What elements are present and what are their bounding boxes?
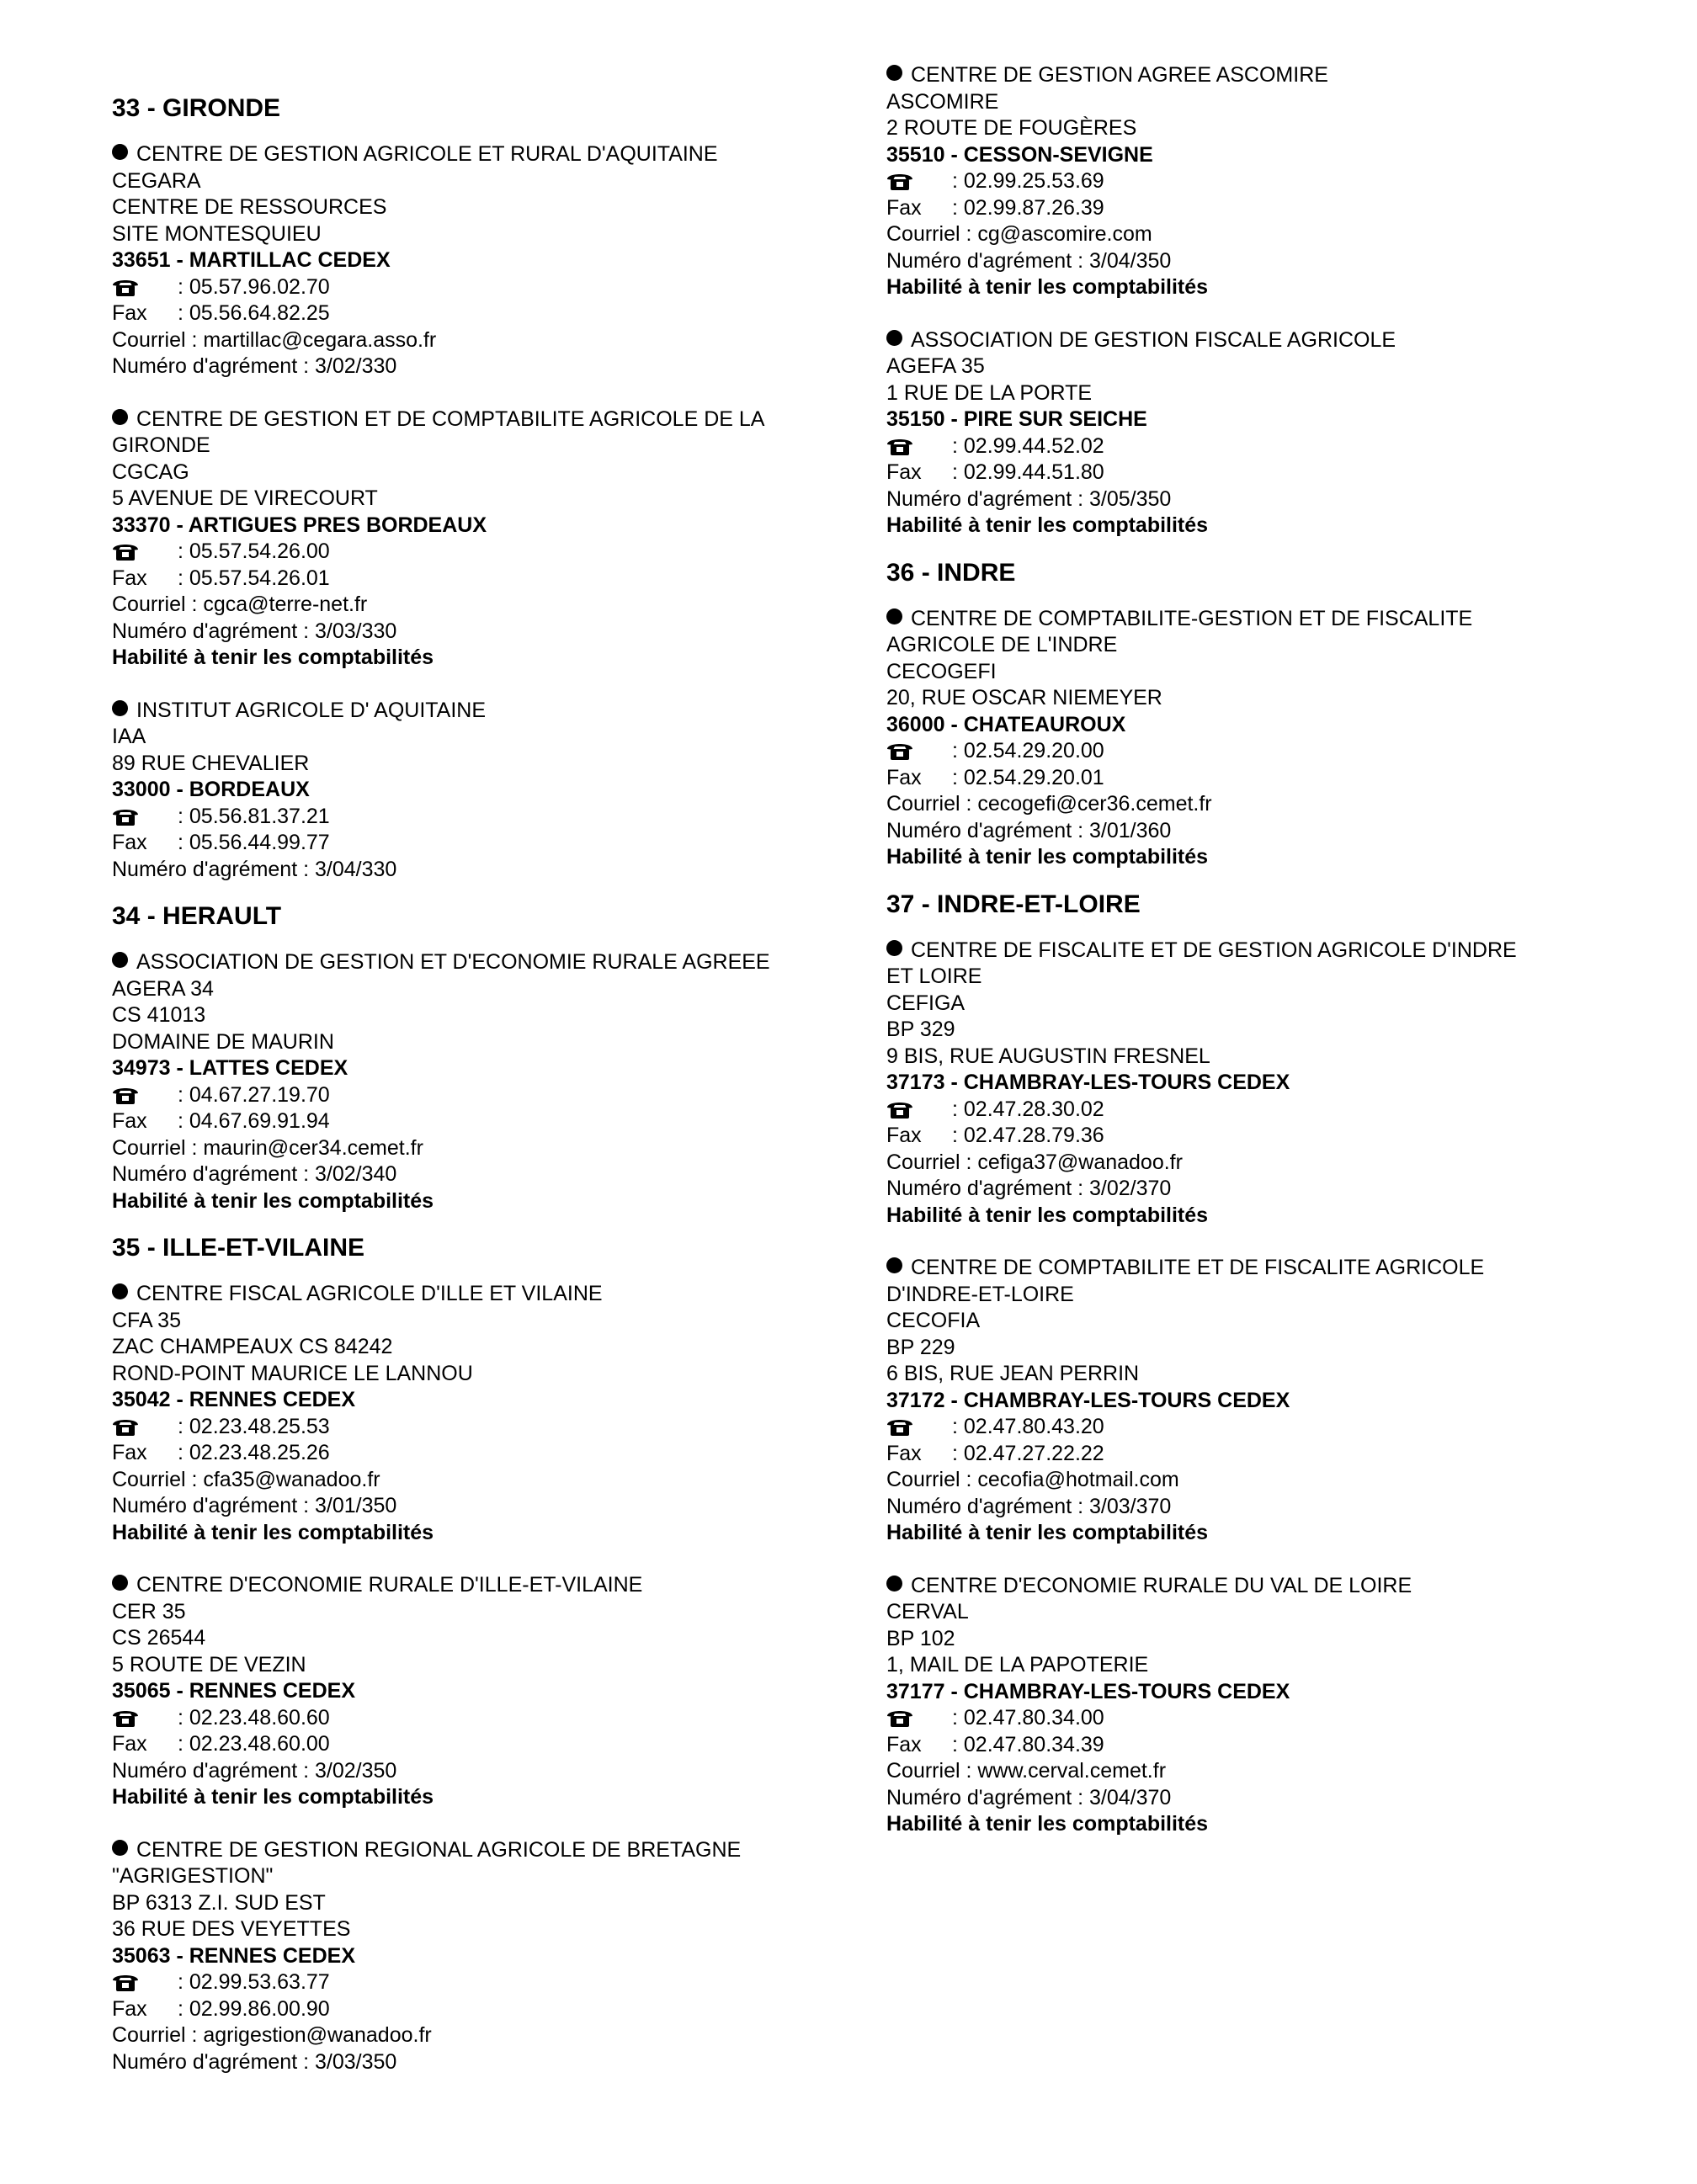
fax-number: : 05.57.54.26.01 [178,566,330,590]
email-line: Courriel : cecofia@hotmail.com [886,1468,1179,1491]
organization-name [886,606,1661,659]
organization-entry [886,606,1661,871]
bullet-icon [112,952,128,968]
accounting-authorization: Habilité à tenir les comptabilités [886,1812,1209,1836]
approval-number: Numéro d'agrément : 3/04/370 [886,1785,1172,1809]
organization-name-line [112,949,886,976]
phone-icon [886,1417,913,1436]
email-line: Courriel : maurin@cer34.cemet.fr [112,1135,423,1160]
organization-entry [112,1281,886,1546]
fax-line [112,1108,886,1135]
organization-name-line [886,327,1661,354]
organization-entry [112,1572,886,1811]
email-line: Courriel : cefiga37@wanadoo.fr [886,1150,1183,1174]
fax-label: Fax [112,566,147,590]
phone-icon [112,278,139,296]
fax-line [886,195,1661,222]
phone-icon [886,1708,913,1727]
address-line: ZAC CHAMPEAUX CS 84242 [112,1335,393,1358]
phone-number: : 05.57.96.02.70 [178,274,330,299]
phone-number: : 02.99.53.63.77 [178,1970,330,1994]
address-line: BP 329 [886,1018,955,1041]
bullet-icon [112,1575,128,1591]
fax-line [112,1440,886,1467]
fax-line [112,830,886,857]
phone-icon [112,807,139,826]
phone-number: : 02.54.29.20.00 [952,739,1104,763]
phone-icon [112,542,139,561]
fax-number: : 05.56.44.99.77 [178,831,330,854]
postal-city: 35150 - PIRE SUR SEICHE [886,407,1147,431]
address-line: CS 26544 [112,1626,206,1650]
approval-number: Numéro d'agrément : 3/02/330 [112,354,397,378]
address-line: AGERA 34 [112,976,214,1001]
fax-number: : 05.56.64.82.25 [178,301,330,325]
organization-name-continuation [886,964,1661,991]
organization-name [112,1837,886,1864]
fax-line [886,460,1661,486]
address-line: CECOFIA [886,1309,981,1332]
bullet-icon [112,144,128,160]
fax-line [886,1123,1661,1150]
email-line: Courriel : cg@ascomire.com [886,222,1152,246]
fax-number: : 02.99.44.51.80 [952,460,1104,484]
accounting-authorization: Habilité à tenir les comptabilités [886,1521,1209,1544]
organization-name-line [886,606,1661,633]
fax-number: : 04.67.69.91.94 [178,1109,330,1133]
address-line: DOMAINE DE MAURIN [112,1029,334,1054]
fax-label: Fax [112,831,147,854]
organization-name [886,1573,1661,1600]
address-block [112,168,886,248]
department-heading: 36 - INDRE [886,558,1016,587]
organization-name-continuation [112,433,886,460]
organization-entry [886,938,1661,1230]
accounting-authorization: Habilité à tenir les comptabilités [112,1785,434,1809]
fax-line [112,566,886,592]
organization-name-text: CENTRE DE GESTION AGREE ASCOMIRE [911,63,1328,87]
approval-number: Numéro d'agrément : 3/04/350 [886,248,1172,273]
postal-city: 35510 - CESSON-SEVIGNE [886,142,1153,167]
organization-entry [112,141,886,380]
organization-name-continuation [886,632,1661,659]
organization-name-line [886,938,1661,964]
left-column [112,94,886,2075]
phone-line [886,168,1661,195]
organization-name-text: CENTRE DE COMPTABILITE-GESTION ET DE FISCALITE [911,606,1473,630]
organization-name-text: CENTRE DE COMPTABILITE ET DE FISCALITE AGRICOLE [911,1256,1485,1279]
phone-number: : 02.99.25.53.69 [952,169,1104,193]
accounting-authorization: Habilité à tenir les comptabilités [886,275,1209,299]
bullet-icon [112,700,128,716]
fax-label: Fax [886,1124,922,1147]
address-line: ROND-POINT MAURICE LE LANNOU [112,1361,473,1385]
organization-name-line [886,1573,1661,1600]
address-line: SITE MONTESQUIEU [112,221,322,246]
organization-name-text: CENTRE DE GESTION ET DE COMPTABILITE AGRICOLE DE LA [136,407,765,431]
organization-name-text: ET LOIRE [886,964,982,988]
address-line: 2 ROUTE DE FOUGÈRES [886,116,1137,140]
bullet-icon [886,65,902,81]
department-heading: 33 - GIRONDE [112,94,281,122]
email-line: Courriel : cfa35@wanadoo.fr [112,1467,380,1491]
address-line: CGCAG [112,460,189,484]
fax-label: Fax [886,1441,922,1465]
fax-line [112,1996,886,2023]
fax-label: Fax [112,1996,147,2021]
approval-number: Numéro d'agrément : 3/03/330 [112,619,397,643]
approval-number: Numéro d'agrément : 3/02/350 [112,1758,397,1783]
postal-city: 35042 - RENNES CEDEX [112,1388,356,1411]
fax-number: : 02.54.29.20.01 [952,765,1104,789]
organization-name [886,938,1661,991]
right-column [886,62,1661,1838]
fax-label: Fax [112,1732,147,1756]
phone-icon [886,741,913,760]
address-block [886,659,1661,712]
postal-city: 33000 - BORDEAUX [112,778,310,801]
postal-city: 35065 - RENNES CEDEX [112,1679,356,1703]
fax-label: Fax [886,460,922,484]
bullet-icon [886,608,902,624]
address-line: 5 AVENUE DE VIRECOURT [112,486,378,510]
fax-number: : 02.99.87.26.39 [952,195,1104,220]
email-line: Courriel : agrigestion@wanadoo.fr [112,2023,432,2047]
address-line: 6 BIS, RUE JEAN PERRIN [886,1362,1140,1385]
fax-number: : 02.23.48.25.26 [178,1441,330,1464]
phone-icon [112,1086,139,1104]
address-line: BP 229 [886,1335,955,1359]
phone-number: : 02.47.80.34.00 [952,1706,1104,1730]
address-block [112,1308,886,1388]
department-section [886,62,1661,539]
department-section [112,94,886,883]
address-line: 9 BIS, RUE AUGUSTIN FRESNEL [886,1044,1210,1068]
phone-line [886,738,1661,765]
address-line: CFA 35 [112,1308,181,1332]
organization-name-text: CENTRE DE GESTION REGIONAL AGRICOLE DE BRETAGNE [136,1837,742,1862]
fax-line [886,1441,1661,1468]
address-block [886,353,1661,407]
phone-line [886,433,1661,460]
organization-name-text: D'INDRE-ET-LOIRE [886,1282,1074,1306]
organization-name-line [112,1837,886,1864]
fax-line [886,1732,1661,1759]
organization-name-text: CENTRE DE FISCALITE ET DE GESTION AGRICOLE D'INDRE [911,938,1517,962]
phone-line [112,1082,886,1109]
postal-city: 34973 - LATTES CEDEX [112,1056,348,1080]
address-line: CER 35 [112,1599,186,1623]
phone-icon [886,437,913,455]
address-line: ASCOMIRE [886,89,999,114]
organization-name-line [112,698,886,725]
accounting-authorization: Habilité à tenir les comptabilités [886,513,1209,537]
approval-number: Numéro d'agrément : 3/03/350 [112,2049,397,2074]
address-line: 36 RUE DES VEYETTES [112,1917,351,1941]
accounting-authorization: Habilité à tenir les comptabilités [886,1203,1209,1227]
organization-name [112,949,886,976]
organization-name-text: ASSOCIATION DE GESTION FISCALE AGRICOLE [911,327,1396,352]
fax-number: : 02.47.28.79.36 [952,1124,1104,1147]
fax-label: Fax [886,1732,922,1756]
address-line: 89 RUE CHEVALIER [112,751,310,775]
department-section [112,902,886,1214]
organization-name-line [112,141,886,168]
organization-name [112,1281,886,1308]
organization-entry [112,949,886,1214]
postal-city: 37172 - CHAMBRAY-LES-TOURS CEDEX [886,1388,1290,1412]
address-block [112,976,886,1056]
address-line: CERVAL [886,1600,969,1623]
postal-city: 37177 - CHAMBRAY-LES-TOURS CEDEX [886,1679,1290,1703]
organization-name-line [886,62,1661,89]
address-line: BP 102 [886,1626,955,1650]
address-line: "AGRIGESTION" [112,1864,274,1888]
approval-number: Numéro d'agrément : 3/01/350 [112,1494,397,1517]
phone-number: : 02.47.80.43.20 [952,1415,1104,1438]
postal-city: 33370 - ARTIGUES PRES BORDEAUX [112,513,487,537]
address-block [112,724,886,777]
postal-city: 36000 - CHATEAUROUX [886,712,1126,736]
address-line: 1, MAIL DE LA PAPOTERIE [886,1653,1149,1677]
organization-name-line [112,407,886,433]
organization-name [886,327,1661,354]
fax-line [886,765,1661,792]
organization-name [112,141,886,168]
address-block [886,1308,1661,1388]
address-line: IAA [112,725,146,748]
approval-number: Numéro d'agrément : 3/03/370 [886,1494,1172,1518]
fax-label: Fax [886,195,922,220]
organization-name-continuation [886,1282,1661,1309]
organization-name [112,1572,886,1599]
accounting-authorization: Habilité à tenir les comptabilités [112,1188,434,1213]
postal-city: 37173 - CHAMBRAY-LES-TOURS CEDEX [886,1071,1290,1094]
phone-line [886,1705,1661,1732]
organization-entry [886,1255,1661,1547]
organization-name-line [886,1255,1661,1282]
organization-entry [112,698,886,884]
fax-number: : 02.47.27.22.22 [952,1441,1104,1465]
organization-name [886,62,1661,89]
organization-name-line [112,1572,886,1599]
fax-line [112,300,886,327]
phone-icon [886,1100,913,1119]
accounting-authorization: Habilité à tenir les comptabilités [112,646,434,669]
department-heading: 34 - HERAULT [112,902,282,930]
fax-number: : 02.47.80.34.39 [952,1732,1104,1756]
department-heading: 35 - ILLE-ET-VILAINE [112,1234,365,1262]
bullet-icon [886,940,902,956]
bullet-icon [886,1257,902,1273]
phone-line [886,1414,1661,1441]
approval-number: Numéro d'agrément : 3/05/350 [886,486,1172,511]
organization-entry [886,62,1661,301]
address-line: CENTRE DE RESSOURCES [112,195,387,219]
phone-line [112,1414,886,1441]
fax-label: Fax [886,765,922,789]
email-line: Courriel : cgca@terre-net.fr [112,592,368,616]
phone-number: : 04.67.27.19.70 [178,1082,330,1107]
organization-name-text: CENTRE DE GESTION AGRICOLE ET RURAL D'AQUITAINE [136,142,718,166]
department-section [112,1234,886,2075]
phone-number: : 02.23.48.25.53 [178,1414,330,1438]
phone-icon [112,1708,139,1727]
phone-number: : 02.47.28.30.02 [952,1097,1104,1121]
address-block [886,991,1661,1071]
address-line: 1 RUE DE LA PORTE [886,380,1093,405]
department-section [886,890,1661,1838]
address-line: CS 41013 [112,1003,206,1027]
organization-name [112,407,886,460]
fax-number: : 02.99.86.00.90 [178,1996,330,2021]
phone-line [112,274,886,301]
email-line: Courriel : www.cerval.cemet.fr [886,1759,1167,1783]
accounting-authorization: Habilité à tenir les comptabilités [112,1520,434,1544]
phone-line [112,1969,886,1996]
address-line: AGEFA 35 [886,354,985,378]
phone-number: : 05.57.54.26.00 [178,539,330,563]
approval-number: Numéro d'agrément : 3/04/330 [112,857,397,881]
organization-name-text: GIRONDE [112,433,210,457]
organization-name-text: ASSOCIATION DE GESTION ET D'ECONOMIE RURALE AGREEE [136,950,770,974]
address-block [112,460,886,513]
bullet-icon [112,409,128,425]
address-line: CECOGEFI [886,659,997,683]
fax-number: : 02.23.48.60.00 [178,1732,330,1756]
approval-number: Numéro d'agrément : 3/02/340 [112,1162,397,1186]
organization-name [112,698,886,725]
bullet-icon [112,1283,128,1299]
address-block [112,1599,886,1679]
phone-icon [886,172,913,190]
approval-number: Numéro d'agrément : 3/01/360 [886,818,1172,842]
address-line: CEGARA [112,168,201,193]
organization-name-text: CENTRE FISCAL AGRICOLE D'ILLE ET VILAINE [136,1282,603,1305]
department-section [886,559,1661,871]
fax-label: Fax [112,1109,147,1133]
fax-label: Fax [112,1441,147,1464]
address-line: 20, RUE OSCAR NIEMEYER [886,686,1162,709]
phone-line [112,539,886,566]
phone-icon [112,1973,139,1991]
phone-number: : 05.56.81.37.21 [178,804,330,828]
organization-entry [886,327,1661,539]
phone-icon [112,1417,139,1436]
organization-name-text: INSTITUT AGRICOLE D' AQUITAINE [136,698,487,722]
organization-name [886,1255,1661,1308]
bullet-icon [886,1576,902,1592]
address-block [886,1599,1661,1679]
organization-name-text: CENTRE D'ECONOMIE RURALE D'ILLE-ET-VILAINE [136,1573,643,1597]
accounting-authorization: Habilité à tenir les comptabilités [886,845,1209,869]
approval-number: Numéro d'agrément : 3/02/370 [886,1177,1172,1200]
organization-entry [886,1573,1661,1838]
phone-number: : 02.23.48.60.60 [178,1705,330,1730]
organization-entry [112,407,886,672]
phone-line [886,1097,1661,1124]
postal-city: 35063 - RENNES CEDEX [112,1943,356,1968]
organization-name-text: AGRICOLE DE L'INDRE [886,633,1118,656]
phone-number: : 02.99.44.52.02 [952,433,1104,458]
bullet-icon [112,1840,128,1856]
bullet-icon [886,330,902,346]
organization-name-line [112,1281,886,1308]
postal-city: 33651 - MARTILLAC CEDEX [112,248,391,272]
address-line: CEFIGA [886,991,966,1015]
fax-line [112,1731,886,1758]
department-heading: 37 - INDRE-ET-LOIRE [886,890,1141,918]
phone-line [112,1705,886,1732]
organization-name-text: CENTRE D'ECONOMIE RURALE DU VAL DE LOIRE [911,1573,1412,1597]
organization-entry [112,1837,886,2076]
phone-line [112,804,886,831]
address-line: 5 ROUTE DE VEZIN [112,1652,306,1677]
email-line: Courriel : martillac@cegara.asso.fr [112,327,437,352]
address-block [886,89,1661,142]
fax-label: Fax [112,301,147,325]
address-block [112,1863,886,1943]
address-line: BP 6313 Z.I. SUD EST [112,1890,326,1915]
email-line: Courriel : cecogefi@cer36.cemet.fr [886,792,1212,816]
